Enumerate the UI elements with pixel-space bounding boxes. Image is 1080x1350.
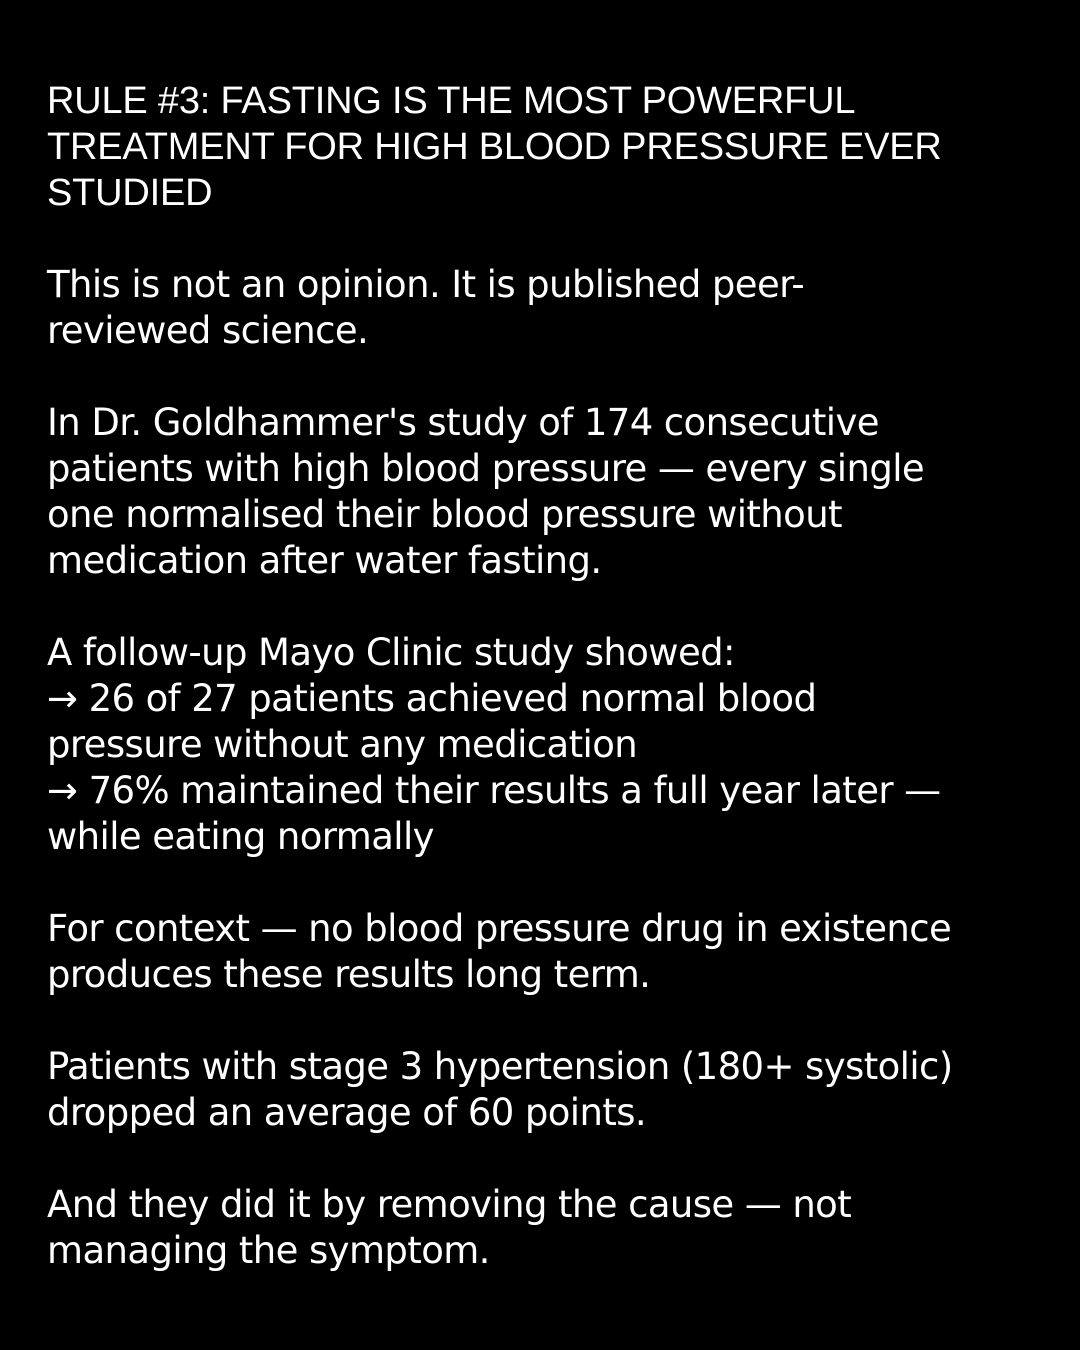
- paragraph-mayo-clinic-study: A follow-up Mayo Clinic study showed: → 26 of 27 patients achieved normal blood pressure without any medication → 76% maintained their results a full year later — while eating normally: [47, 631, 941, 858]
- paragraph-stage-3: Patients with stage 3 hypertension (180+ systolic) dropped an average of 60 points.: [47, 1045, 953, 1134]
- paragraph-goldhammer-study: In Dr. Goldhammer's study of 174 consecutive patients with high blood pressure — every single one normalised their blood pressure without medication after water fasting.: [47, 401, 925, 582]
- paragraph-peer-reviewed: This is not an opinion. It is published peer- reviewed science.: [47, 263, 805, 352]
- paragraph-context: For context — no blood pressure drug in existence produces these results long term.: [47, 907, 952, 996]
- slide-title: RULE #3: FASTING IS THE MOST POWERFUL TREATMENT FOR HIGH BLOOD PRESSURE EVER STUDIED: [47, 80, 942, 214]
- paragraph-conclusion: And they did it by removing the cause — not managing the symptom.: [47, 1183, 852, 1272]
